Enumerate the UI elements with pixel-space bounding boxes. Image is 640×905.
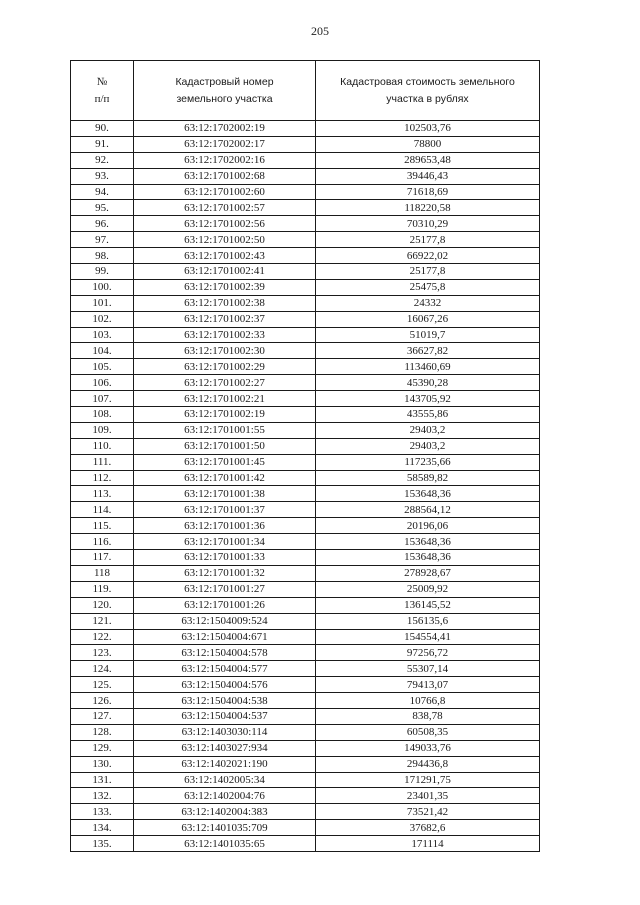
cadastral-value: 294436,8 xyxy=(316,756,540,772)
cadastral-value: 171291,75 xyxy=(316,772,540,788)
cadastral-value: 171114 xyxy=(316,836,540,852)
cadastral-number: 63:12:1702002:17 xyxy=(134,136,316,152)
row-number: 135. xyxy=(71,836,134,852)
row-number: 110. xyxy=(71,438,134,454)
cadastral-value: 60508,35 xyxy=(316,724,540,740)
cadastral-number: 63:12:1701001:34 xyxy=(134,534,316,550)
cadastral-number: 63:12:1701002:60 xyxy=(134,184,316,200)
cadastral-number: 63:12:1701002:30 xyxy=(134,343,316,359)
cadastral-value: 25177,8 xyxy=(316,232,540,248)
table-row xyxy=(71,216,540,232)
table-row xyxy=(71,772,540,788)
table-row xyxy=(71,311,540,327)
cadastral-number: 63:12:1402004:76 xyxy=(134,788,316,804)
cadastral-number: 63:12:1701002:56 xyxy=(134,216,316,232)
table-row xyxy=(71,804,540,820)
table-row xyxy=(71,550,540,566)
cadastral-number: 63:12:1701002:41 xyxy=(134,264,316,280)
cadastral-value: 24332 xyxy=(316,295,540,311)
row-number: 133. xyxy=(71,804,134,820)
row-number: 103. xyxy=(71,327,134,343)
table-row xyxy=(71,121,540,137)
cadastral-value: 10766,8 xyxy=(316,693,540,709)
cadastral-number: 63:12:1701002:21 xyxy=(134,391,316,407)
row-number: 91. xyxy=(71,136,134,152)
row-number: 105. xyxy=(71,359,134,375)
row-number: 104. xyxy=(71,343,134,359)
cadastral-number: 63:12:1701001:37 xyxy=(134,502,316,518)
cadastral-value: 36627,82 xyxy=(316,343,540,359)
cadastral-number: 63:12:1402004:383 xyxy=(134,804,316,820)
table-row xyxy=(71,836,540,852)
table-row xyxy=(71,677,540,693)
table-row xyxy=(71,693,540,709)
table-row xyxy=(71,518,540,534)
cadastral-number: 63:12:1701001:45 xyxy=(134,454,316,470)
cadastral-number: 63:12:1504009:524 xyxy=(134,613,316,629)
header-number-abbrev: п/п xyxy=(94,92,110,105)
cadastral-value: 154554,41 xyxy=(316,629,540,645)
table-row xyxy=(71,534,540,550)
table-row xyxy=(71,565,540,581)
table-row xyxy=(71,248,540,264)
row-number: 113. xyxy=(71,486,134,502)
cadastral-value: 70310,29 xyxy=(316,216,540,232)
row-number: 114. xyxy=(71,502,134,518)
table-row xyxy=(71,295,540,311)
table-row xyxy=(71,184,540,200)
cadastral-number: 63:12:1701002:43 xyxy=(134,248,316,264)
row-number: 97. xyxy=(71,232,134,248)
cadastral-value: 153648,36 xyxy=(316,486,540,502)
cadastral-number: 63:12:1701001:42 xyxy=(134,470,316,486)
table-row xyxy=(71,343,540,359)
cadastral-value: 278928,67 xyxy=(316,565,540,581)
row-number: 102. xyxy=(71,311,134,327)
cadastral-value: 37682,6 xyxy=(316,820,540,836)
table-row xyxy=(71,168,540,184)
table-row xyxy=(71,438,540,454)
cadastral-value: 118220,58 xyxy=(316,200,540,216)
table-body xyxy=(71,121,540,852)
cadastral-number: 63:12:1702002:19 xyxy=(134,121,316,137)
row-number: 108. xyxy=(71,407,134,423)
table-row xyxy=(71,136,540,152)
cadastral-number: 63:12:1401035:65 xyxy=(134,836,316,852)
row-number: 124. xyxy=(71,661,134,677)
row-number: 117. xyxy=(71,550,134,566)
table-header-row xyxy=(71,61,540,121)
cadastral-number: 63:12:1701002:50 xyxy=(134,232,316,248)
table-row xyxy=(71,470,540,486)
row-number: 107. xyxy=(71,391,134,407)
table-row xyxy=(71,820,540,836)
cadastral-number: 63:12:1701002:38 xyxy=(134,295,316,311)
header-cost-line1: Кадастровая стоимость земельного xyxy=(340,75,515,88)
header-cost-line2: участка в рублях xyxy=(386,92,469,105)
cadastral-number: 63:12:1402005:34 xyxy=(134,772,316,788)
cadastral-value: 23401,35 xyxy=(316,788,540,804)
row-number: 125. xyxy=(71,677,134,693)
cadastral-number: 63:12:1402021:190 xyxy=(134,756,316,772)
cadastral-number: 63:12:1701001:32 xyxy=(134,565,316,581)
row-number: 128. xyxy=(71,724,134,740)
row-number: 100. xyxy=(71,279,134,295)
cadastral-value: 838,78 xyxy=(316,708,540,724)
cadastral-value: 289653,48 xyxy=(316,152,540,168)
row-number: 92. xyxy=(71,152,134,168)
cadastral-number: 63:12:1701002:19 xyxy=(134,407,316,423)
cadastral-value: 16067,26 xyxy=(316,311,540,327)
cadastral-value: 29403,2 xyxy=(316,438,540,454)
cadastral-value: 55307,14 xyxy=(316,661,540,677)
cadastral-number: 63:12:1403027:934 xyxy=(134,740,316,756)
cadastral-number: 63:12:1504004:576 xyxy=(134,677,316,693)
table-row xyxy=(71,613,540,629)
table-row xyxy=(71,200,540,216)
cadastral-value: 113460,69 xyxy=(316,359,540,375)
cadastral-value: 78800 xyxy=(316,136,540,152)
row-number: 111. xyxy=(71,454,134,470)
cadastral-value: 117235,66 xyxy=(316,454,540,470)
table-row xyxy=(71,407,540,423)
cadastral-value-table xyxy=(70,60,540,852)
row-number: 93. xyxy=(71,168,134,184)
table-row xyxy=(71,152,540,168)
header-cadastral-number xyxy=(134,61,316,121)
cadastral-number: 63:12:1701002:37 xyxy=(134,311,316,327)
cadastral-value: 156135,6 xyxy=(316,613,540,629)
row-number: 130. xyxy=(71,756,134,772)
cadastral-value: 71618,69 xyxy=(316,184,540,200)
cadastral-number: 63:12:1701001:27 xyxy=(134,581,316,597)
row-number: 134. xyxy=(71,820,134,836)
cadastral-number: 63:12:1701001:26 xyxy=(134,597,316,613)
cadastral-value: 143705,92 xyxy=(316,391,540,407)
cadastral-number: 63:12:1504004:577 xyxy=(134,661,316,677)
cadastral-value: 25177,8 xyxy=(316,264,540,280)
row-number: 112. xyxy=(71,470,134,486)
cadastral-value: 29403,2 xyxy=(316,422,540,438)
cadastral-value: 43555,86 xyxy=(316,407,540,423)
table-row xyxy=(71,788,540,804)
row-number: 122. xyxy=(71,629,134,645)
header-cadastral-line2: земельного участка xyxy=(176,92,273,105)
table-row xyxy=(71,724,540,740)
cadastral-value: 288564,12 xyxy=(316,502,540,518)
row-number: 95. xyxy=(71,200,134,216)
cadastral-value: 66922,02 xyxy=(316,248,540,264)
page-number: 205 xyxy=(311,24,329,38)
table-row xyxy=(71,454,540,470)
row-number: 118 xyxy=(71,565,134,581)
table-row xyxy=(71,629,540,645)
row-number: 98. xyxy=(71,248,134,264)
cadastral-value: 153648,36 xyxy=(316,534,540,550)
cadastral-number: 63:12:1403030:114 xyxy=(134,724,316,740)
table-row xyxy=(71,756,540,772)
row-number: 94. xyxy=(71,184,134,200)
cadastral-number: 63:12:1504004:537 xyxy=(134,708,316,724)
row-number: 129. xyxy=(71,740,134,756)
table-row xyxy=(71,375,540,391)
table-row xyxy=(71,645,540,661)
cadastral-value: 45390,28 xyxy=(316,375,540,391)
table-row xyxy=(71,502,540,518)
cadastral-value: 149033,76 xyxy=(316,740,540,756)
header-number xyxy=(71,61,134,121)
row-number: 131. xyxy=(71,772,134,788)
header-cadastral-value xyxy=(316,61,540,121)
cadastral-value: 136145,52 xyxy=(316,597,540,613)
row-number: 123. xyxy=(71,645,134,661)
table-row xyxy=(71,327,540,343)
header-cadastral-line1: Кадастровый номер xyxy=(175,75,274,88)
row-number: 96. xyxy=(71,216,134,232)
cadastral-number: 63:12:1701002:33 xyxy=(134,327,316,343)
cadastral-number: 63:12:1701001:38 xyxy=(134,486,316,502)
cadastral-number: 63:12:1701001:33 xyxy=(134,550,316,566)
cadastral-value: 20196,06 xyxy=(316,518,540,534)
header-number-symbol: № xyxy=(96,75,108,88)
cadastral-value: 102503,76 xyxy=(316,121,540,137)
cadastral-value: 79413,07 xyxy=(316,677,540,693)
cadastral-number: 63:12:1701001:55 xyxy=(134,422,316,438)
cadastral-number: 63:12:1701002:39 xyxy=(134,279,316,295)
table-row xyxy=(71,581,540,597)
table-row xyxy=(71,422,540,438)
row-number: 109. xyxy=(71,422,134,438)
row-number: 126. xyxy=(71,693,134,709)
cadastral-value: 153648,36 xyxy=(316,550,540,566)
table-row xyxy=(71,359,540,375)
cadastral-value: 25475,8 xyxy=(316,279,540,295)
cadastral-number: 63:12:1504004:671 xyxy=(134,629,316,645)
cadastral-value: 58589,82 xyxy=(316,470,540,486)
table-row xyxy=(71,486,540,502)
table-row xyxy=(71,740,540,756)
table-row xyxy=(71,264,540,280)
row-number: 99. xyxy=(71,264,134,280)
cadastral-value: 51019,7 xyxy=(316,327,540,343)
cadastral-value: 25009,92 xyxy=(316,581,540,597)
row-number: 90. xyxy=(71,121,134,137)
cadastral-number: 63:12:1401035:709 xyxy=(134,820,316,836)
table-row xyxy=(71,708,540,724)
cadastral-value: 73521,42 xyxy=(316,804,540,820)
cadastral-number: 63:12:1701002:68 xyxy=(134,168,316,184)
cadastral-value: 97256,72 xyxy=(316,645,540,661)
table-row xyxy=(71,232,540,248)
cadastral-number: 63:12:1504004:578 xyxy=(134,645,316,661)
cadastral-number: 63:12:1504004:538 xyxy=(134,693,316,709)
row-number: 106. xyxy=(71,375,134,391)
row-number: 132. xyxy=(71,788,134,804)
row-number: 101. xyxy=(71,295,134,311)
cadastral-number: 63:12:1701001:36 xyxy=(134,518,316,534)
row-number: 121. xyxy=(71,613,134,629)
table-row xyxy=(71,597,540,613)
row-number: 120. xyxy=(71,597,134,613)
cadastral-number: 63:12:1701002:57 xyxy=(134,200,316,216)
table-row xyxy=(71,391,540,407)
cadastral-number: 63:12:1702002:16 xyxy=(134,152,316,168)
cadastral-number: 63:12:1701002:27 xyxy=(134,375,316,391)
cadastral-value: 39446,43 xyxy=(316,168,540,184)
cadastral-number: 63:12:1701001:50 xyxy=(134,438,316,454)
row-number: 115. xyxy=(71,518,134,534)
table-row xyxy=(71,279,540,295)
row-number: 127. xyxy=(71,708,134,724)
table-row xyxy=(71,661,540,677)
row-number: 116. xyxy=(71,534,134,550)
row-number: 119. xyxy=(71,581,134,597)
cadastral-number: 63:12:1701002:29 xyxy=(134,359,316,375)
